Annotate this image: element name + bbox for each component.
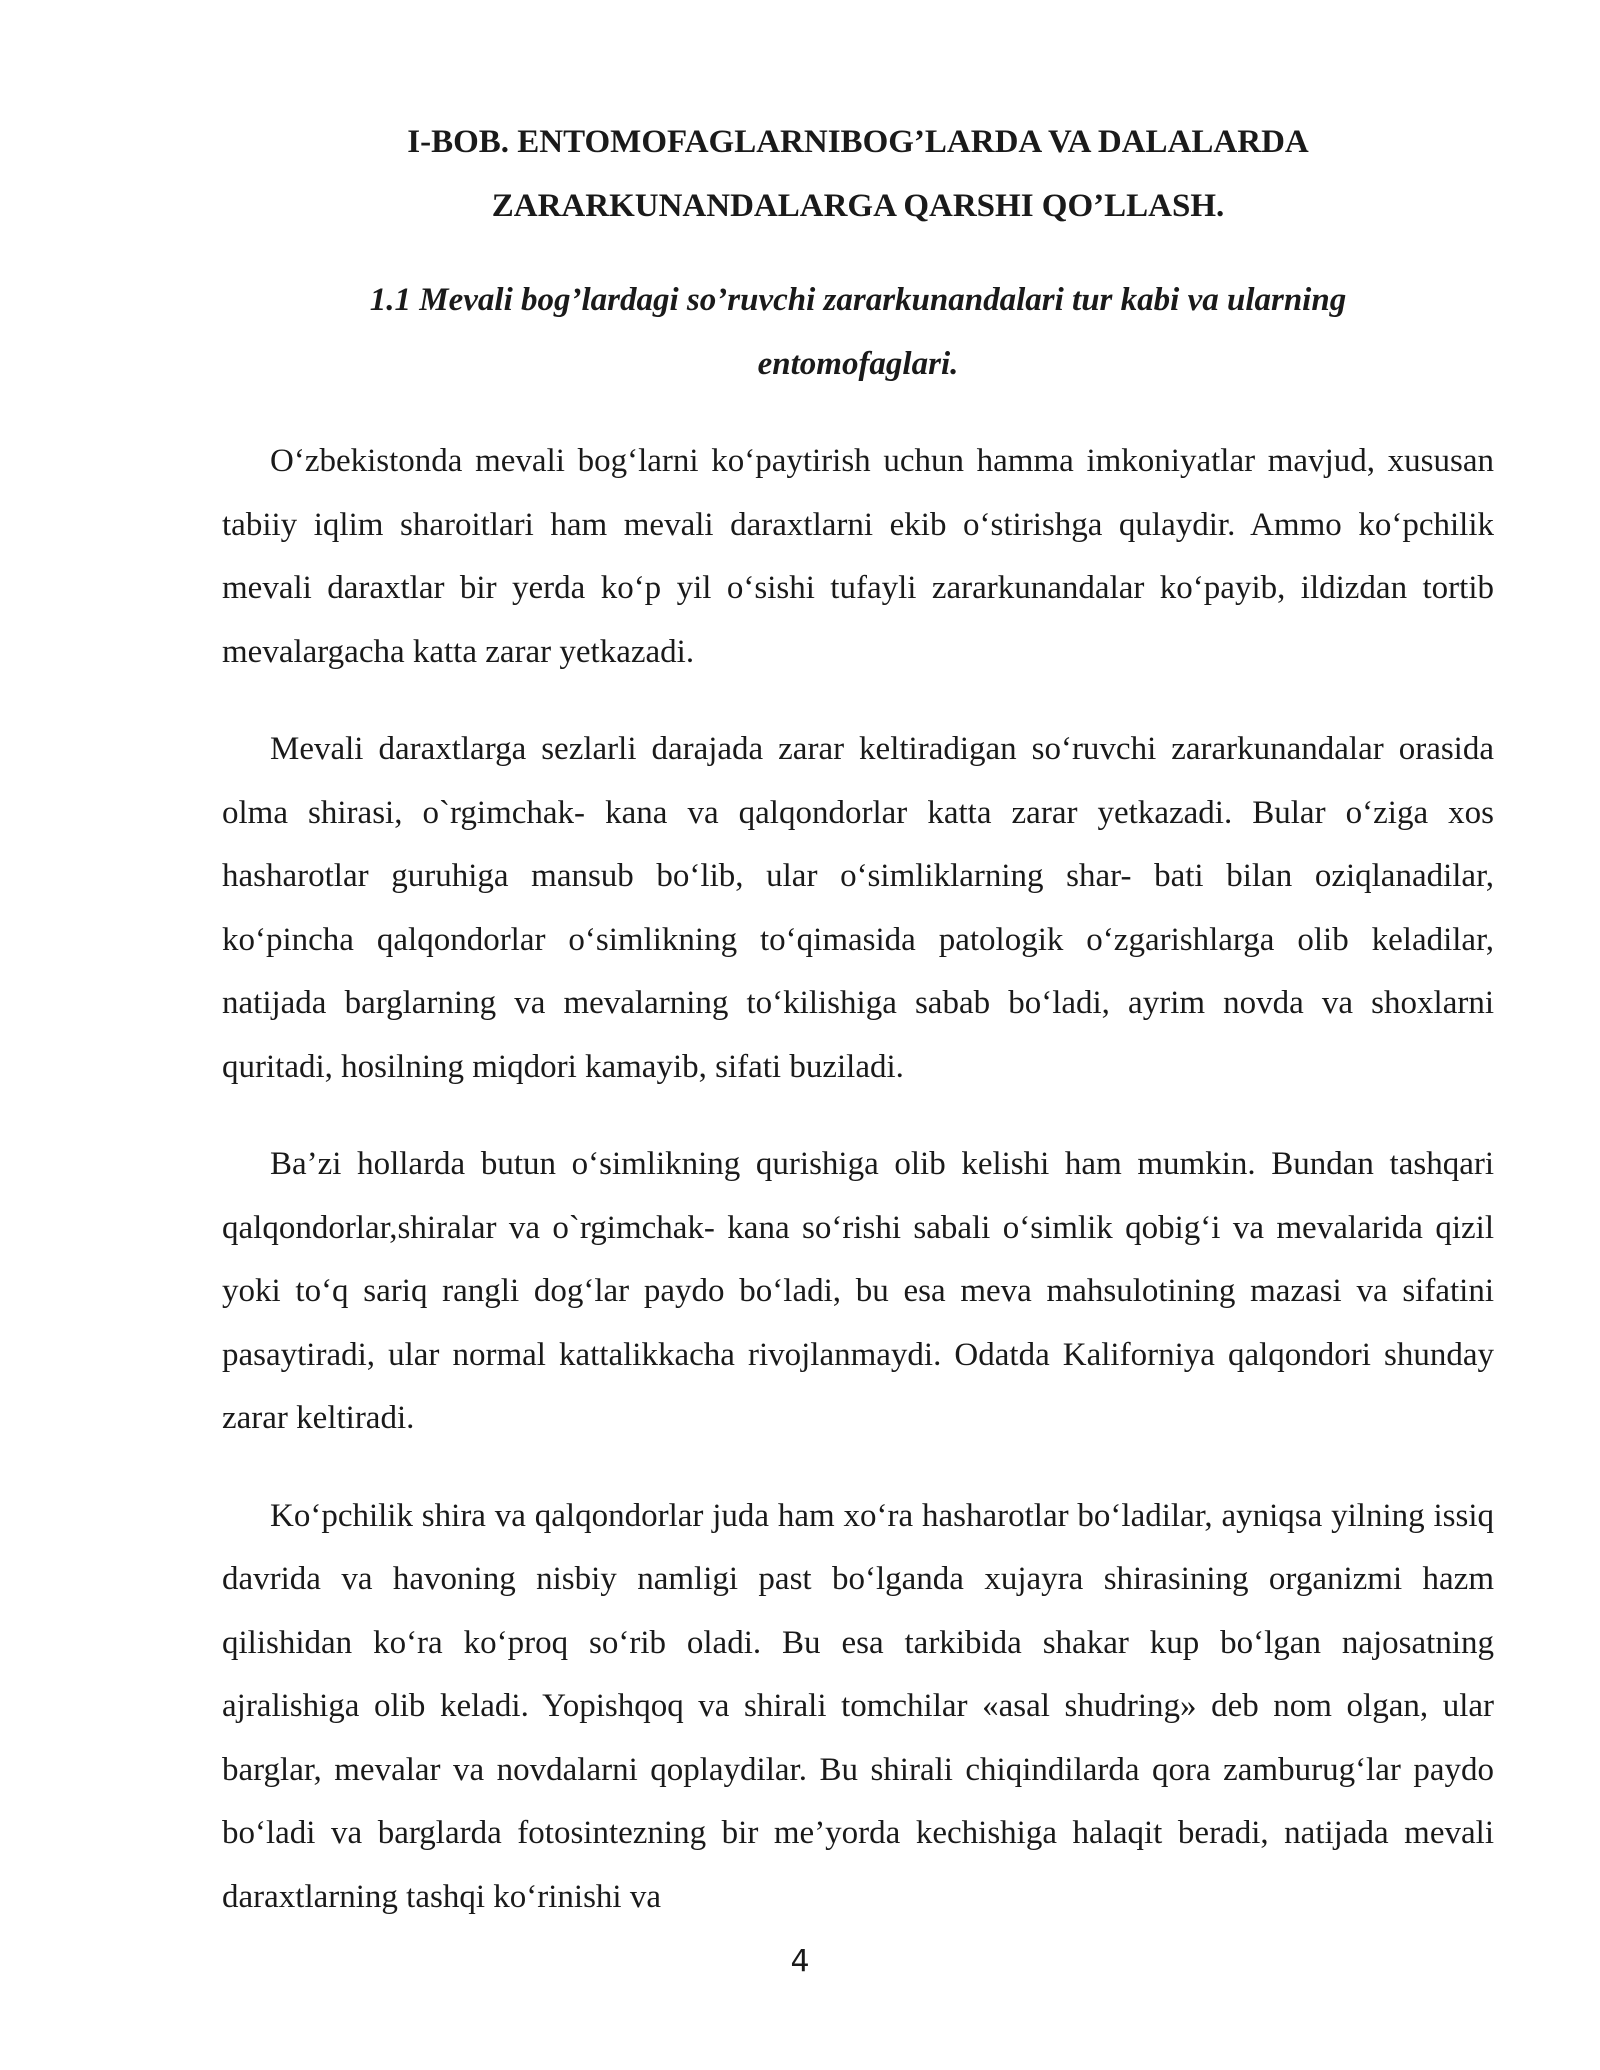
- chapter-title-line: ZARARKUNANDALARGA QARSHI QO’LLASH.: [491, 188, 1225, 224]
- chapter-title: [222, 110, 1494, 238]
- section-title: [222, 268, 1494, 396]
- paragraph-3: Ba’zi hollarda butun o‘simlikning qurishiga olib kelishi ham mumkin. Bundan tashqari qalqondorlar,shiralar va o`rgimchak- kana so‘rishi sabali o‘simlik qobig‘i va mevalarida qizil yoki to‘q sariq rangli dog‘lar paydo bo‘ladi, bu esa meva mahsulotining mazasi va sifatini pasaytiradi, ular normal kattalikkacha rivojlanmaydi. Odatda Kaliforniya qalqondori shunday zarar keltiradi.: [222, 1146, 1494, 1436]
- paragraph-2: Mevali daraxtlarga sezlarli darajada zarar keltiradigan so‘ruvchi zararkunandalar orasida olma shirasi, o`rgimchak- kana va qalqondorlar katta zarar yetkazadi. Bular o‘ziga xos hasharotlar guruhiga mansub bo‘lib, ular o‘simliklarning shar- bati bilan oziqlanadilar, ko‘pincha qalqondorlar o‘simlikning to‘qimasida patologik o‘zgarishlarga olib keladilar, natijada barglarning va mevalarning to‘kilishiga sabab bo‘ladi, ayrim novda va shoxlarni quritadi, hosilning miqdori kamayib, sifati buziladi.: [222, 731, 1494, 1085]
- document-page: [222, 0, 1494, 2070]
- chapter-title-line: I-BOB. ENTOMOFAGLARNIBOG’LARDA VA DALALARDA: [407, 124, 1309, 160]
- paragraph-1: O‘zbekistonda mevali bog‘larni ko‘paytirish uchun hamma imkoniyatlar mavjud, xususan tabiiy iqlim sharoitlari ham mevali daraxtlarni ekib o‘stirishga qulaydir. Ammo ko‘pchilik mevali daraxtlar bir yerda ko‘p yil o‘sishi tufayli zararkunandalar ko‘payib, ildizdan tortib mevalargacha katta zarar yetkazadi.: [222, 443, 1494, 670]
- paragraph-4: Ko‘pchilik shira va qalqondorlar juda ham xo‘ra hasharotlar bo‘ladilar, ayniqsa yilning issiq davrida va havoning nisbiy namligi past bo‘lganda xujayra shirasining organizmi hazm qilishidan ko‘ra ko‘proq so‘rib oladi. Bu esa tarkibida shakar kup bo‘lgan najosatning ajralishiga olib keladi. Yopishqoq va shirali tomchilar «asal shudring» deb nom olgan, ular barglar, mevalar va novdalarni qoplaydilar. Bu shirali chiqindilarda qora zamburug‘lar paydo bo‘ladi va barglarda fotosintezning bir me’yorda kechishiga halaqit beradi, natijada mevali daraxtlarning tashqi ko‘rinishi va: [222, 1497, 1494, 1915]
- page-number: 4: [790, 1944, 810, 1979]
- section-title-line: 1.1 Mevali bog’lardagi so’ruvchi zararkunandalari tur kabi va ularning: [369, 282, 1347, 318]
- section-title-line: entomofaglari.: [757, 346, 959, 382]
